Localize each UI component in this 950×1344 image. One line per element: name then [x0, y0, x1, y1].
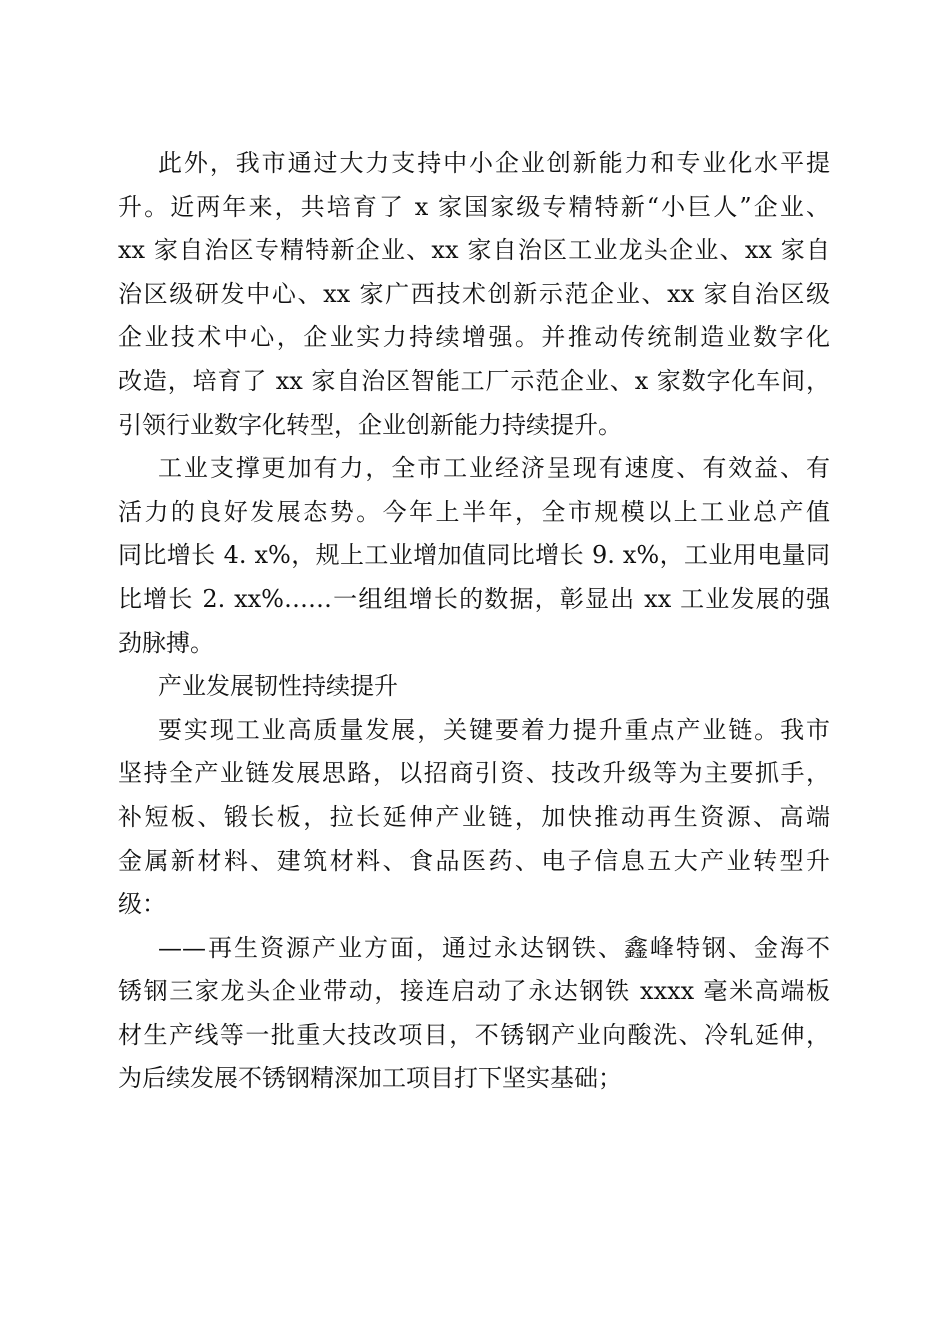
text-line: 要实现工业高质量发展，关键要着力提升重点产业链。我市 — [158, 715, 830, 744]
section-heading-text: 产业发展韧性持续提升 — [158, 672, 398, 701]
text-line: 锈钢三家龙头企业带动，接连启动了永达钢铁 xxxx 毫米高端板 — [118, 977, 830, 1006]
text-line: 治区级研发中心、xx 家广西技术创新示范企业、xx 家自治区级 — [118, 279, 830, 308]
text-line: 级： — [118, 890, 166, 919]
text-line: 劲脉搏。 — [118, 628, 214, 657]
text-line: 升。近两年来，共培育了 x 家国家级专精特新“小巨人”企业、 — [118, 192, 830, 221]
text-line: ——再生资源产业方面，通过永达钢铁、鑫峰特钢、金海不 — [158, 933, 830, 962]
text-line: 活力的良好发展态势。今年上半年，全市规模以上工业总产值 — [118, 497, 830, 526]
paragraph-industry-chain — [118, 709, 830, 927]
text-line: 补短板、锻长板，拉长延伸产业链，加快推动再生资源、高端 — [118, 802, 830, 831]
text-line: 同比增长 4. x%，规上工业增加值同比增长 9. x%，工业用电量同 — [118, 541, 830, 570]
paragraph-recycled-resources — [118, 927, 830, 1101]
text-line: 材生产线等一批重大技改项目，不锈钢产业向酸洗、冷轧延伸， — [118, 1020, 830, 1049]
paragraph-industrial-support — [118, 447, 830, 665]
paragraph-innovation — [118, 142, 830, 447]
text-line: 引领行业数字化转型，企业创新能力持续提升。 — [118, 410, 622, 439]
text-line: 工业支撑更加有力，全市工业经济呈现有速度、有效益、有 — [158, 454, 830, 483]
document-body — [118, 142, 830, 1101]
text-line: xx 家自治区专精特新企业、xx 家自治区工业龙头企业、xx 家自 — [118, 236, 830, 265]
text-line: 比增长 2. xx%……一组组增长的数据，彰显出 xx 工业发展的强 — [118, 584, 830, 613]
text-line: 改造，培育了 xx 家自治区智能工厂示范企业、x 家数字化车间， — [118, 366, 830, 395]
section-heading — [118, 665, 830, 709]
text-line: 为后续发展不锈钢精深加工项目打下坚实基础； — [118, 1064, 622, 1093]
text-line: 金属新材料、建筑材料、食品医药、电子信息五大产业转型升 — [118, 846, 830, 875]
text-line: 企业技术中心，企业实力持续增强。并推动传统制造业数字化 — [118, 323, 830, 352]
text-line: 坚持全产业链发展思路，以招商引资、技改升级等为主要抓手， — [118, 759, 830, 788]
text-line: 此外，我市通过大力支持中小企业创新能力和专业化水平提 — [158, 149, 830, 177]
